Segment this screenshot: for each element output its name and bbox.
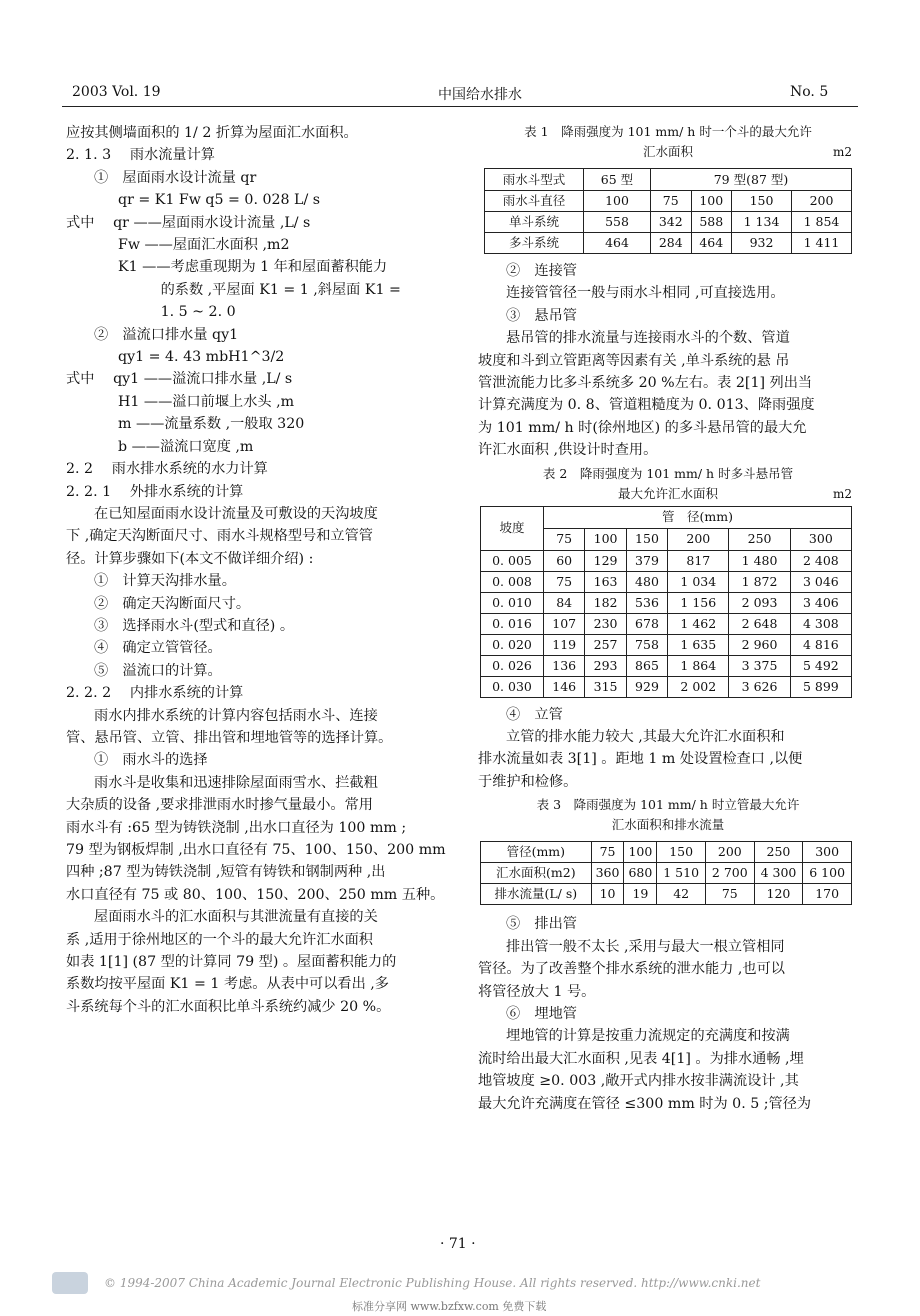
table2-cell: 60 — [544, 550, 585, 571]
text-line: 斗系统每个斗的汇水面积比单斗系统约减少 20 %。 — [66, 998, 391, 1015]
table3-row — [481, 863, 852, 884]
table1 — [484, 168, 852, 254]
table2-cell: 84 — [544, 592, 585, 613]
table2-cell: 2 648 — [729, 613, 790, 634]
text-line: 系 ,适用于徐州地区的一个斗的最大允许汇水面积 — [66, 931, 373, 948]
right-text-b — [478, 704, 858, 794]
table2-cell: 1 156 — [668, 592, 729, 613]
text-line: 1. 5 ~ 2. 0 — [118, 304, 236, 321]
text-line: 如表 1[1] (87 型的计算同 79 型) 。屋面蓄积能力的 — [66, 954, 397, 971]
table2-cell: 119 — [544, 634, 585, 655]
table2-col-head: 250 — [729, 528, 790, 550]
table2-header-row — [481, 506, 852, 528]
table2-cell: 929 — [626, 676, 667, 697]
text-line: 径。计算步骤如下(本文不做详细介绍) : — [66, 550, 314, 567]
table3-cell: 360 — [591, 863, 624, 884]
text-line: 在已知屋面雨水设计流量及可敷设的天沟坡度 — [94, 505, 378, 522]
text-line: ⑤ 排出管 — [506, 916, 577, 933]
text-line: ① 雨水斗的选择 — [94, 752, 208, 769]
table1-row — [485, 191, 852, 212]
table2-row — [481, 613, 852, 634]
text-line: 的系数 ,平屋面 K1 = 1 ,斜屋面 K1 = — [118, 281, 401, 298]
table2-cell: 0. 016 — [481, 613, 544, 634]
text-line: 式中 qr ——屋面雨水设计流量 ,L/ s — [66, 214, 311, 231]
table3-cell: 4 300 — [754, 863, 803, 884]
table3-cell: 75 — [591, 842, 624, 863]
table1-cell: 100 — [691, 191, 732, 212]
table2-cell: 293 — [585, 655, 626, 676]
text-line: ③ 选择雨水斗(型式和直径) 。 — [94, 617, 295, 634]
table2-cell: 257 — [585, 634, 626, 655]
table2-col-head: 200 — [668, 528, 729, 550]
table2-cell: 536 — [626, 592, 667, 613]
table2-cell: 0. 020 — [481, 634, 544, 655]
text-line: 2. 2. 1 外排水系统的计算 — [66, 483, 244, 500]
text-line: Fw ——屋面汇水面积 ,m2 — [118, 237, 290, 254]
journal-year-volume: 2003 Vol. 19 — [72, 84, 161, 100]
text-line: 连接管管径一般与雨水斗相同 ,可直接选用。 — [506, 285, 785, 302]
table1-cell: 75 — [651, 191, 692, 212]
text-line: b ——溢流口宽度 ,m — [118, 438, 254, 455]
table2-cell: 3 375 — [729, 655, 790, 676]
table1-cell: 558 — [584, 212, 651, 233]
text-line: ④ 确定立管管径。 — [94, 640, 222, 657]
text-line: 排出管一般不太长 ,采用与最大一根立管相同 — [506, 938, 785, 955]
text-line: ⑤ 溢流口的计算。 — [94, 662, 222, 679]
table2-cell: 5 492 — [790, 655, 851, 676]
text-line: 立管的排水能力较大 ,其最大允许汇水面积和 — [506, 729, 785, 746]
table1-cell: 342 — [651, 212, 692, 233]
table2-rowhead: 坡度 — [481, 506, 544, 550]
text-line: 将管径放大 1 号。 — [478, 983, 596, 1000]
table3-cell: 6 100 — [803, 863, 852, 884]
table1-cell: 150 — [732, 191, 792, 212]
text-line: 应按其侧墙面积的 1/ 2 折算为屋面汇水面积。 — [66, 125, 358, 141]
table2-row — [481, 592, 852, 613]
text-line: 大杂质的设备 ,要求排泄雨水时掺气量最小。常用 — [66, 797, 373, 814]
journal-issue: No. 5 — [790, 84, 829, 100]
table3-cell: 1 510 — [657, 863, 706, 884]
table2-cell: 3 406 — [790, 592, 851, 613]
table2-cell: 1 872 — [729, 571, 790, 592]
table1-unit: m2 — [832, 145, 852, 159]
table1-cell: 464 — [584, 233, 651, 254]
copyright-footer: © 1994-2007 China Academic Journal Electronic Publishing House. All rights reserved. http://www.cnki.net — [104, 1276, 761, 1290]
table2-cell: 230 — [585, 613, 626, 634]
text-line: 悬吊管的排水流量与连接雨水斗的个数、管道 — [506, 330, 790, 347]
text-line: 屋面雨水斗的汇水面积与其泄流量有直接的关 — [94, 909, 378, 926]
table2-cell: 0. 010 — [481, 592, 544, 613]
table2-unit: m2 — [832, 486, 852, 501]
table2-row — [481, 655, 852, 676]
text-line: 许汇水面积 ,供设计时查用。 — [478, 442, 658, 459]
table2-cell: 107 — [544, 613, 585, 634]
left-column — [66, 122, 454, 1018]
table2-cell: 1 034 — [668, 571, 729, 592]
table2-row — [481, 571, 852, 592]
text-line: ② 连接管 — [506, 263, 577, 279]
table2-cell: 182 — [585, 592, 626, 613]
table3-caption-line2: 汇水面积和排水流量 — [611, 817, 725, 833]
text-line: qy1 = 4. 43 mbH1^3/2 — [118, 349, 285, 366]
table3-block — [478, 795, 858, 905]
table2-cell: 4 816 — [790, 634, 851, 655]
table2-cell: 129 — [585, 550, 626, 571]
text-line: 下 ,确定天沟断面尺寸、雨水斗规格型号和立管管 — [66, 528, 373, 545]
table2-col-head: 100 — [585, 528, 626, 550]
table3-cell: 680 — [624, 863, 657, 884]
text-line: 于维护和检修。 — [478, 773, 578, 790]
text-line: ③ 悬吊管 — [506, 307, 577, 324]
table2-cell: 3 626 — [729, 676, 790, 697]
table2-cell: 0. 030 — [481, 676, 544, 697]
table2-cell: 136 — [544, 655, 585, 676]
text-line: 计算充满度为 0. 8、管道粗糙度为 0. 013、降雨强度 — [478, 397, 815, 414]
text-line: 2. 1. 3 雨水流量计算 — [66, 147, 215, 164]
table1-cell: 1 854 — [792, 212, 852, 233]
table1-head-cell: 65 型 — [584, 169, 651, 191]
text-line: 2. 2 雨水排水系统的水力计算 — [66, 461, 268, 478]
text-line: 地管坡度 ≥0. 003 ,敞开式内排水按非满流设计 ,其 — [478, 1073, 799, 1090]
table3-cell: 2 700 — [705, 863, 754, 884]
text-line: 最大允许充满度在管径 ≤300 mm 时为 0. 5 ;管径为 — [478, 1095, 812, 1112]
table2-cell: 0. 026 — [481, 655, 544, 676]
text-line: 雨水斗有 :65 型为铸铁浇制 ,出水口直径为 100 mm ; — [66, 819, 407, 836]
table2-cell: 163 — [585, 571, 626, 592]
download-watermark: 标准分享网 www.bzfxw.com 免费下载 — [352, 1300, 547, 1313]
text-line: 式中 qy1 ——溢流口排水量 ,L/ s — [66, 371, 293, 388]
text-line: 水口直径有 75 或 80、100、150、200、250 mm 五种。 — [66, 886, 445, 903]
table2-row — [481, 634, 852, 655]
text-line: 坡度和斗到立管距离等因素有关 ,单斗系统的悬 吊 — [478, 352, 790, 369]
table1-cell: 284 — [651, 233, 692, 254]
text-line: ⑥ 埋地管 — [506, 1005, 577, 1022]
table2 — [480, 506, 852, 698]
table1-row — [485, 212, 852, 233]
table2-cell: 315 — [585, 676, 626, 697]
table2-cell: 817 — [668, 550, 729, 571]
table1-head-cell: 雨水斗型式 — [485, 169, 584, 191]
table2-block — [478, 464, 858, 698]
table2-cell: 2 408 — [790, 550, 851, 571]
table2-cell: 379 — [626, 550, 667, 571]
text-line: 79 型为钢板焊制 ,出水口直径有 75、100、150、200 mm — [66, 842, 446, 858]
text-line: ② 溢流口排水量 qy1 — [94, 326, 239, 343]
table2-cell: 480 — [626, 571, 667, 592]
page-number: · 71 · — [440, 1236, 476, 1252]
right-text-c — [478, 913, 858, 1115]
table2-cell: 758 — [626, 634, 667, 655]
table3-cell: 200 — [705, 842, 754, 863]
table3 — [480, 841, 852, 905]
table1-row — [485, 233, 852, 254]
table2-row — [481, 676, 852, 697]
table1-cell: 200 — [792, 191, 852, 212]
table2-cell: 1 864 — [668, 655, 729, 676]
table2-grouphead: 管 径(mm) — [544, 506, 852, 528]
table2-cell: 678 — [626, 613, 667, 634]
table3-cell: 100 — [624, 842, 657, 863]
table3-row — [481, 842, 852, 863]
table2-cell: 2 960 — [729, 634, 790, 655]
table1-cell: 100 — [584, 191, 651, 212]
table3-cell: 150 — [657, 842, 706, 863]
text-line: m ——流量系数 ,一般取 320 — [118, 416, 305, 433]
table1-block — [478, 122, 858, 254]
text-line: 管泄流能力比多斗系统多 20 %左右。表 2[1] 列出当 — [478, 375, 813, 392]
text-line: 排水流量如表 3[1] 。距地 1 m 处设置检查口 ,以便 — [478, 751, 803, 768]
table2-cell: 865 — [626, 655, 667, 676]
text-line: 2. 2. 2 内排水系统的计算 — [66, 685, 244, 702]
table2-caption-text: 最大允许汇水面积 — [617, 485, 718, 501]
table2-cell: 2 002 — [668, 676, 729, 697]
text-line: 流时给出最大汇水面积 ,见表 4[1] 。为排水通畅 ,埋 — [478, 1050, 804, 1067]
table2-cell: 1 635 — [668, 634, 729, 655]
text-line: ① 屋面雨水设计流量 qr — [94, 169, 257, 186]
table3-cell: 汇水面积(m2) — [481, 863, 592, 884]
text-line: 系数均按平屋面 K1 = 1 考虑。从表中可以看出 ,多 — [66, 976, 389, 993]
text-line: H1 ——溢口前堰上水头 ,m — [118, 393, 295, 410]
table1-cell: 464 — [691, 233, 732, 254]
text-line: 管、悬吊管、立管、排出管和埋地管等的选择计算。 — [66, 729, 393, 746]
table1-caption: 表 1 降雨强度为 101 mm/ h 时一个斗的最大允许 — [524, 124, 812, 139]
table2-cell: 1 480 — [729, 550, 790, 571]
table3-cell: 300 — [803, 842, 852, 863]
table2-col-head: 150 — [626, 528, 667, 550]
cnki-logo — [52, 1272, 88, 1294]
table3-cell: 250 — [754, 842, 803, 863]
right-text-a — [478, 260, 858, 462]
table2-cell: 5 899 — [790, 676, 851, 697]
table2-cell: 0. 008 — [481, 571, 544, 592]
table3-cell: 管径(mm) — [481, 842, 592, 863]
table3-cell: 75 — [705, 884, 754, 905]
header-rule — [62, 106, 858, 107]
table1-cell: 1 411 — [792, 233, 852, 254]
table2-row — [481, 550, 852, 571]
table2-col-head: 75 — [544, 528, 585, 550]
text-line: 雨水斗是收集和迅速排除屋面雨雪水、拦截粗 — [94, 774, 378, 791]
table1-cell: 932 — [732, 233, 792, 254]
table3-caption: 表 3 降雨强度为 101 mm/ h 时立管最大允许 — [536, 797, 800, 813]
table2-col-head: 300 — [790, 528, 851, 550]
journal-title: 中国给水排水 — [438, 87, 522, 103]
table3-cell: 10 — [591, 884, 624, 905]
text-line: K1 ——考虑重现期为 1 年和屋面蓄积能力 — [118, 259, 388, 276]
table2-cell: 2 093 — [729, 592, 790, 613]
table1-head-cell: 79 型(87 型) — [651, 169, 852, 191]
text-line: ④ 立管 — [506, 706, 563, 723]
table1-cell: 1 134 — [732, 212, 792, 233]
table2-caption-line2 — [478, 484, 858, 504]
text-line: ① 计算天沟排水量。 — [94, 573, 236, 590]
table2-cell: 4 308 — [790, 613, 851, 634]
text-line: 埋地管的计算是按重力流规定的充满度和按满 — [506, 1028, 790, 1045]
table1-cell: 588 — [691, 212, 732, 233]
table3-cell: 排水流量(L/ s) — [481, 884, 592, 905]
table3-cell: 42 — [657, 884, 706, 905]
text-line: 雨水内排水系统的计算内容包括雨水斗、连接 — [94, 707, 378, 724]
table1-cell: 多斗系统 — [485, 233, 584, 254]
table1-header-row — [485, 169, 852, 191]
right-column — [478, 122, 858, 1115]
table1-caption-line2 — [478, 142, 858, 162]
text-line: qr = K1 Fw q5 = 0. 028 L/ s — [118, 192, 321, 209]
table3-cell: 120 — [754, 884, 803, 905]
table3-row — [481, 884, 852, 905]
table3-cell: 170 — [803, 884, 852, 905]
table2-caption: 表 2 降雨强度为 101 mm/ h 时多斗悬吊管 — [542, 465, 794, 481]
table2-cell: 1 462 — [668, 613, 729, 634]
table1-cell: 雨水斗直径 — [485, 191, 584, 212]
table3-cell: 19 — [624, 884, 657, 905]
table2-cell: 146 — [544, 676, 585, 697]
text-line: 四种 ;87 型为铸铁浇制 ,短管有铸铁和钢制两种 ,出 — [66, 864, 386, 881]
table2-cell: 0. 005 — [481, 550, 544, 571]
table2-cell: 75 — [544, 571, 585, 592]
table1-caption-text: 汇水面积 — [642, 144, 693, 159]
table1-cell: 单斗系统 — [485, 212, 584, 233]
table2-cell: 3 046 — [790, 571, 851, 592]
text-line: 为 101 mm/ h 时(徐州地区) 的多斗悬吊管的最大允 — [478, 419, 807, 436]
text-line: ② 确定天沟断面尺寸。 — [94, 595, 251, 612]
text-line: 管径。为了改善整个排水系统的泄水能力 ,也可以 — [478, 961, 785, 978]
